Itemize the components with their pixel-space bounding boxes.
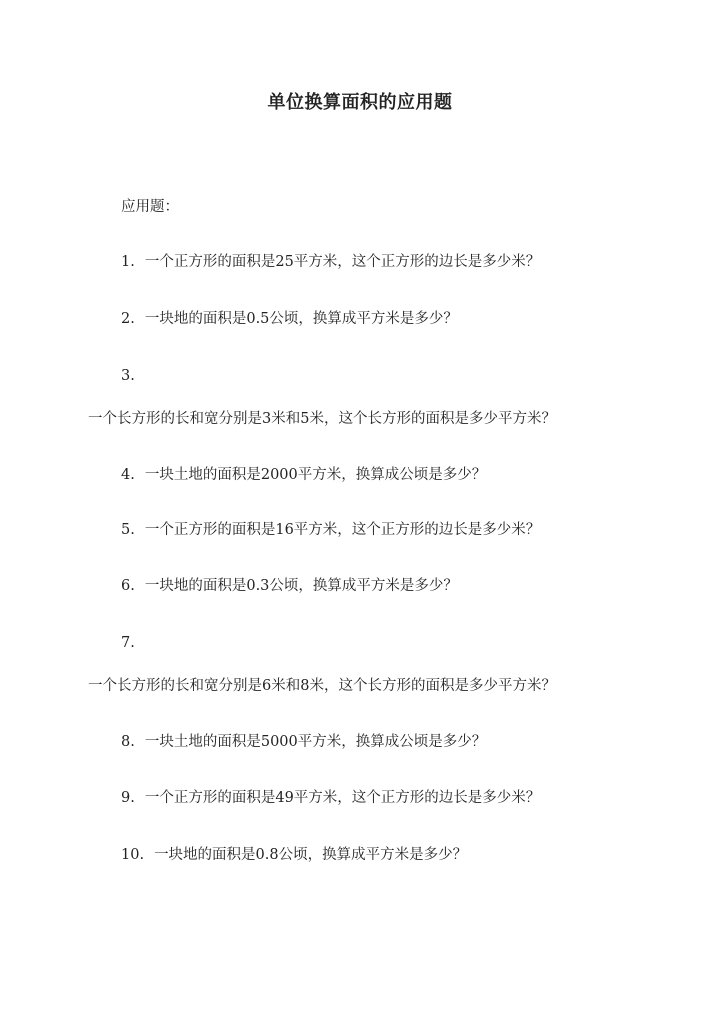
question-10	[121, 845, 467, 865]
question-7-number: 7.	[121, 635, 135, 651]
question-2	[121, 309, 458, 329]
question-text: 一个正方形的面积是16平方米，这个正方形的边长是多少米？	[144, 522, 541, 538]
question-6	[121, 576, 458, 596]
question-number: 8.	[121, 734, 135, 750]
question-3-text: 一个长方形的长和宽分别是3米和5米，这个长方形的面积是多少平方米？	[88, 411, 556, 427]
question-4	[121, 465, 486, 485]
question-text: 一块地的面积是0.3公顷，换算成平方米是多少？	[144, 578, 458, 594]
section-label: 应用题：	[121, 199, 179, 215]
question-text: 一块地的面积是0.5公顷，换算成平方米是多少？	[144, 311, 458, 327]
question-text: 一个正方形的面积是49平方米，这个正方形的边长是多少米？	[144, 790, 541, 806]
question-9	[121, 788, 540, 808]
question-number: 2.	[121, 311, 135, 327]
question-number: 10.	[121, 847, 145, 863]
question-text: 一块土地的面积是5000平方米，换算成公顷是多少？	[144, 734, 487, 750]
question-number: 9.	[121, 790, 135, 806]
question-text: 一块土地的面积是2000平方米，换算成公顷是多少？	[144, 467, 487, 483]
question-text: 一块地的面积是0.8公顷，换算成平方米是多少？	[154, 847, 468, 863]
document-title: 单位换算面积的应用题	[267, 92, 453, 113]
question-7-text: 一个长方形的长和宽分别是6米和8米，这个长方形的面积是多少平方米？	[88, 678, 556, 694]
question-1	[121, 252, 540, 272]
question-5	[121, 520, 540, 540]
question-number: 4.	[121, 467, 135, 483]
question-number: 1.	[121, 254, 135, 270]
question-number: 6.	[121, 578, 135, 594]
question-text: 一个正方形的面积是25平方米，这个正方形的边长是多少米？	[144, 254, 541, 270]
question-number: 5.	[121, 522, 135, 538]
question-3-number: 3.	[121, 368, 135, 384]
question-8	[121, 732, 486, 752]
